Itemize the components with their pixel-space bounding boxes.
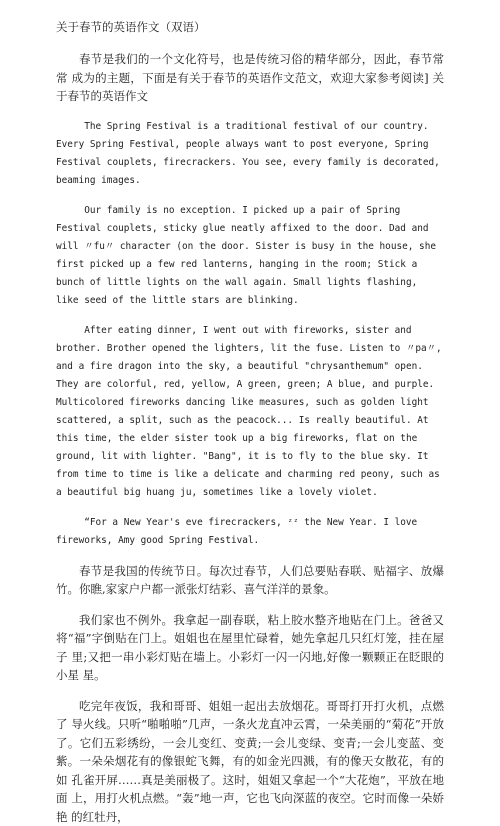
- chinese-paragraph-2: 我们家也不例外。我拿起一副春联，粘上胶水整齐地贴在门上。爸爸又将“福”字倒贴在门上。姐姐也在屋里忙碌着，她先拿起几只红灯笼，挂在屋子 里;又把一串小彩灯贴在墙上。小彩灯一闪一闪地,好像一颗颗正在眨眼的小星 星。: [56, 611, 444, 685]
- intro-paragraph: 春节是我们的一个文化符号，也是传统习俗的精华部分，因此，春节常常 成为的主题，下面是有关于春节的英语作文范文，欢迎大家参考阅读] 关于春节的英语作文: [56, 50, 444, 106]
- english-paragraph-2: Our family is no exception. I picked up a pair of Spring Festival couplets, sticky glue neatly affixed to the door. Dad and will 〃fu〃 character (on the door. Sister is busy in the house, she first picked up a few red lanterns, hanging in the room; Stick a bunch of little lights on the wall again. Small lights flashing, like seed of the little stars are blinking.: [56, 202, 444, 310]
- chinese-paragraph-3: 吃完年夜饭，我和哥哥、姐姐一起出去放烟花。哥哥打开打火机，点燃了 导火线。只听“啪啪啪”几声，一条火龙直冲云霄，一朵美丽的“菊花”开放 了。它们五彩绣纷，一会儿变红、变黄;一会儿变绿、变青;一会儿变蓝、变 紫。一朵朵烟花有的像银蛇飞舞，有的如金光四溅，有的像天女散花，有的如 孔雀开屏……真是美丽极了。这时，姐姐又拿起一个“大花炮”，平放在地面 上，用打火机点燃。“轰”地一声，它也飞向深蓝的夜空。它时而像一朵娇艳 的红牡丹，: [56, 697, 444, 826]
- english-paragraph-3: After eating dinner, I went out with fireworks, sister and brother. Brother opened the lighters, lit the fuse. Listen to 〃pa〃, and a fire dragon into the sky, a beautiful "chrysanthemum" open. They are colorful, red, yellow, A green, green; A blue, and purple. Multicolored fireworks dancing like measures, such as golden light scattered, a split, such as the peacock... Is really beautiful. At this time, the elder sister took up a big fireworks, flat on the ground, lit with lighter. "Bang", it is to fly to the blue sky. It from time to time is like a delicate and charming red peony, such as a beautiful big huang ju, sometimes like a lovely violet.: [56, 322, 444, 502]
- page-title: 关于春节的英语作文（双语）: [56, 18, 444, 36]
- chinese-paragraph-1: 春节是我国的传统节日。每次过春节，人们总要贴春联、贴福字、放爆 竹。你瞧,家家户户都一派张灯结彩、喜气洋洋的景象。: [56, 562, 444, 599]
- english-paragraph-4: “For a New Year's eve firecrackers, ᶻᶻ the New Year. I love fireworks, Amy good Spring Festival.: [56, 514, 444, 550]
- english-paragraph-1: The Spring Festival is a traditional festival of our country. Every Spring Festival, people always want to post everyone, Spring Festival couplets, firecrackers. You see, every family is decorated, beaming images.: [56, 118, 444, 190]
